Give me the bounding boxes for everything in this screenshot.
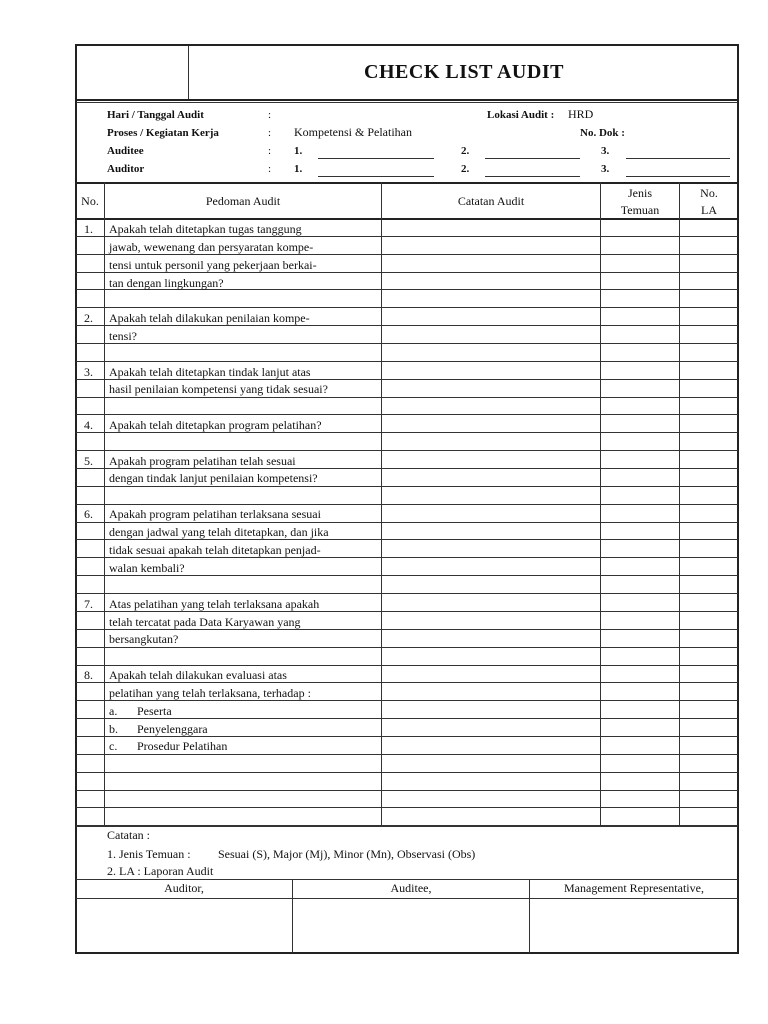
- question-number: 6.: [84, 507, 93, 521]
- title-divider: [188, 46, 189, 99]
- location-value: HRD: [568, 107, 594, 121]
- auditee-blank-3: [626, 158, 730, 159]
- date-label: Hari / Tanggal Audit: [107, 109, 204, 121]
- auditee-label: Auditee: [107, 145, 144, 157]
- table-row-line: [76, 343, 738, 344]
- question-line: telah tercatat pada Data Karyawan yang: [109, 615, 301, 629]
- question-line: dengan tindak lanjut penilaian kompetensi?: [109, 471, 318, 485]
- table-row-line: [76, 450, 738, 451]
- question-line: pelatihan yang telah terlaksana, terhadap :: [109, 686, 311, 700]
- header-bottom-border: [76, 218, 738, 220]
- auditor-num-3: 3.: [601, 163, 610, 175]
- question-line: Apakah telah dilakukan evaluasi atas: [109, 668, 287, 682]
- table-row-line: [76, 772, 738, 773]
- title-bottom-border-inner: [76, 102, 738, 103]
- page-title: CHECK LIST AUDIT: [364, 60, 564, 83]
- notes-line2: 2. LA : Laporan Audit: [107, 864, 214, 878]
- table-row-line: [76, 718, 738, 719]
- signature-header-border: [76, 898, 738, 899]
- table-row-line: [76, 504, 738, 505]
- subitem-text: Penyelenggara: [137, 722, 208, 736]
- column-header-finding-line2: Temuan: [620, 203, 660, 217]
- auditee-num-3: 3.: [601, 145, 610, 157]
- question-line: Apakah telah ditetapkan tugas tanggung: [109, 222, 302, 236]
- checklist-frame: [75, 44, 739, 954]
- question-number: 7.: [84, 597, 93, 611]
- question-number: 4.: [84, 418, 93, 432]
- column-header-guide: Pedoman Audit: [205, 194, 281, 208]
- question-line: tan dengan lingkungan?: [109, 276, 224, 290]
- question-number: 2.: [84, 311, 93, 325]
- signature-top-border: [76, 879, 738, 880]
- date-colon: :: [268, 109, 272, 121]
- table-column-line: [679, 182, 680, 826]
- question-line: tensi?: [109, 329, 137, 343]
- auditor-blank-2: [485, 176, 580, 177]
- auditor-blank-1: [318, 176, 434, 177]
- table-column-line: [381, 182, 382, 826]
- column-header-no: No.: [81, 194, 99, 208]
- signature-auditor: Auditor,: [164, 881, 204, 895]
- column-header-la-line2: LA: [701, 203, 717, 217]
- info-bottom-border: [76, 182, 738, 184]
- table-row-line: [76, 522, 738, 523]
- subitem-letter: b.: [109, 722, 118, 736]
- table-column-line: [600, 182, 601, 826]
- table-row-line: [76, 754, 738, 755]
- question-line: hasil penilaian kompetensi yang tidak sesuai?: [109, 382, 328, 396]
- auditee-blank-2: [485, 158, 580, 159]
- notes-heading: Catatan :: [107, 828, 150, 842]
- question-line: Apakah telah ditetapkan tindak lanjut atas: [109, 365, 311, 379]
- title-bottom-border: [76, 99, 738, 101]
- column-header-la-line1: No.: [700, 186, 718, 200]
- location-label: Lokasi Audit :: [487, 109, 555, 121]
- auditee-num-2: 2.: [461, 145, 470, 157]
- table-row-line: [76, 593, 738, 594]
- question-number: 3.: [84, 365, 93, 379]
- notes-line1-prefix: 1. Jenis Temuan :: [107, 847, 191, 861]
- signature-management-representative: Management Representative,: [564, 881, 704, 895]
- subitem-letter: c.: [109, 739, 118, 753]
- auditee-blank-1: [318, 158, 434, 159]
- auditor-label: Auditor: [107, 163, 145, 175]
- auditor-num-1: 1.: [294, 163, 303, 175]
- process-colon: :: [268, 127, 272, 139]
- column-header-note: Catatan Audit: [457, 194, 525, 208]
- subitem-letter: a.: [109, 704, 118, 718]
- question-line: Apakah telah dilakukan penilaian kompe-: [109, 311, 310, 325]
- question-number: 1.: [84, 222, 93, 236]
- notes-top-border: [76, 826, 738, 827]
- question-line: Apakah program pelatihan terlaksana sesuai: [109, 507, 321, 521]
- column-header-finding-line1: Jenis: [628, 186, 652, 200]
- question-line: walan kembali?: [109, 561, 185, 575]
- table-row-line: [76, 665, 738, 666]
- question-line: Apakah program pelatihan telah sesuai: [109, 454, 296, 468]
- signature-auditee: Auditee,: [390, 881, 432, 895]
- notes-line1-values: Sesuai (S), Major (Mj), Minor (Mn), Observasi (Obs): [218, 847, 476, 861]
- question-line: tidak sesuai apakah telah ditetapkan penjad-: [109, 543, 321, 557]
- table-row-line: [76, 414, 738, 415]
- table-row-line: [76, 486, 738, 487]
- auditor-colon: :: [268, 163, 272, 175]
- auditor-blank-3: [626, 176, 730, 177]
- table-row-line: [76, 361, 738, 362]
- subitem-text: Peserta: [137, 704, 172, 718]
- table-row-line: [76, 807, 738, 808]
- question-line: jawab, wewenang dan persyaratan kompe-: [109, 240, 314, 254]
- question-number: 8.: [84, 668, 93, 682]
- question-line: Atas pelatihan yang telah terlaksana apakah: [109, 597, 320, 611]
- process-label: Proses / Kegiatan Kerja: [107, 127, 219, 139]
- question-line: dengan jadwal yang telah ditetapkan, dan jika: [109, 525, 329, 539]
- auditor-num-2: 2.: [461, 163, 470, 175]
- doc-number-label: No. Dok :: [580, 127, 625, 139]
- process-value: Kompetensi & Pelatihan: [294, 125, 412, 139]
- subitem-text: Prosedur Pelatihan: [137, 739, 228, 753]
- question-number: 5.: [84, 454, 93, 468]
- table-row-line: [76, 397, 738, 398]
- table-row-line: [76, 647, 738, 648]
- question-line: bersangkutan?: [109, 632, 179, 646]
- question-line: Apakah telah ditetapkan program pelatihan?: [109, 418, 322, 432]
- auditee-colon: :: [268, 145, 272, 157]
- table-column-line: [104, 182, 105, 826]
- auditee-num-1: 1.: [294, 145, 303, 157]
- table-row-line: [76, 307, 738, 308]
- question-line: tensi untuk personil yang pekerjaan berkai-: [109, 258, 317, 272]
- table-row-line: [76, 790, 738, 791]
